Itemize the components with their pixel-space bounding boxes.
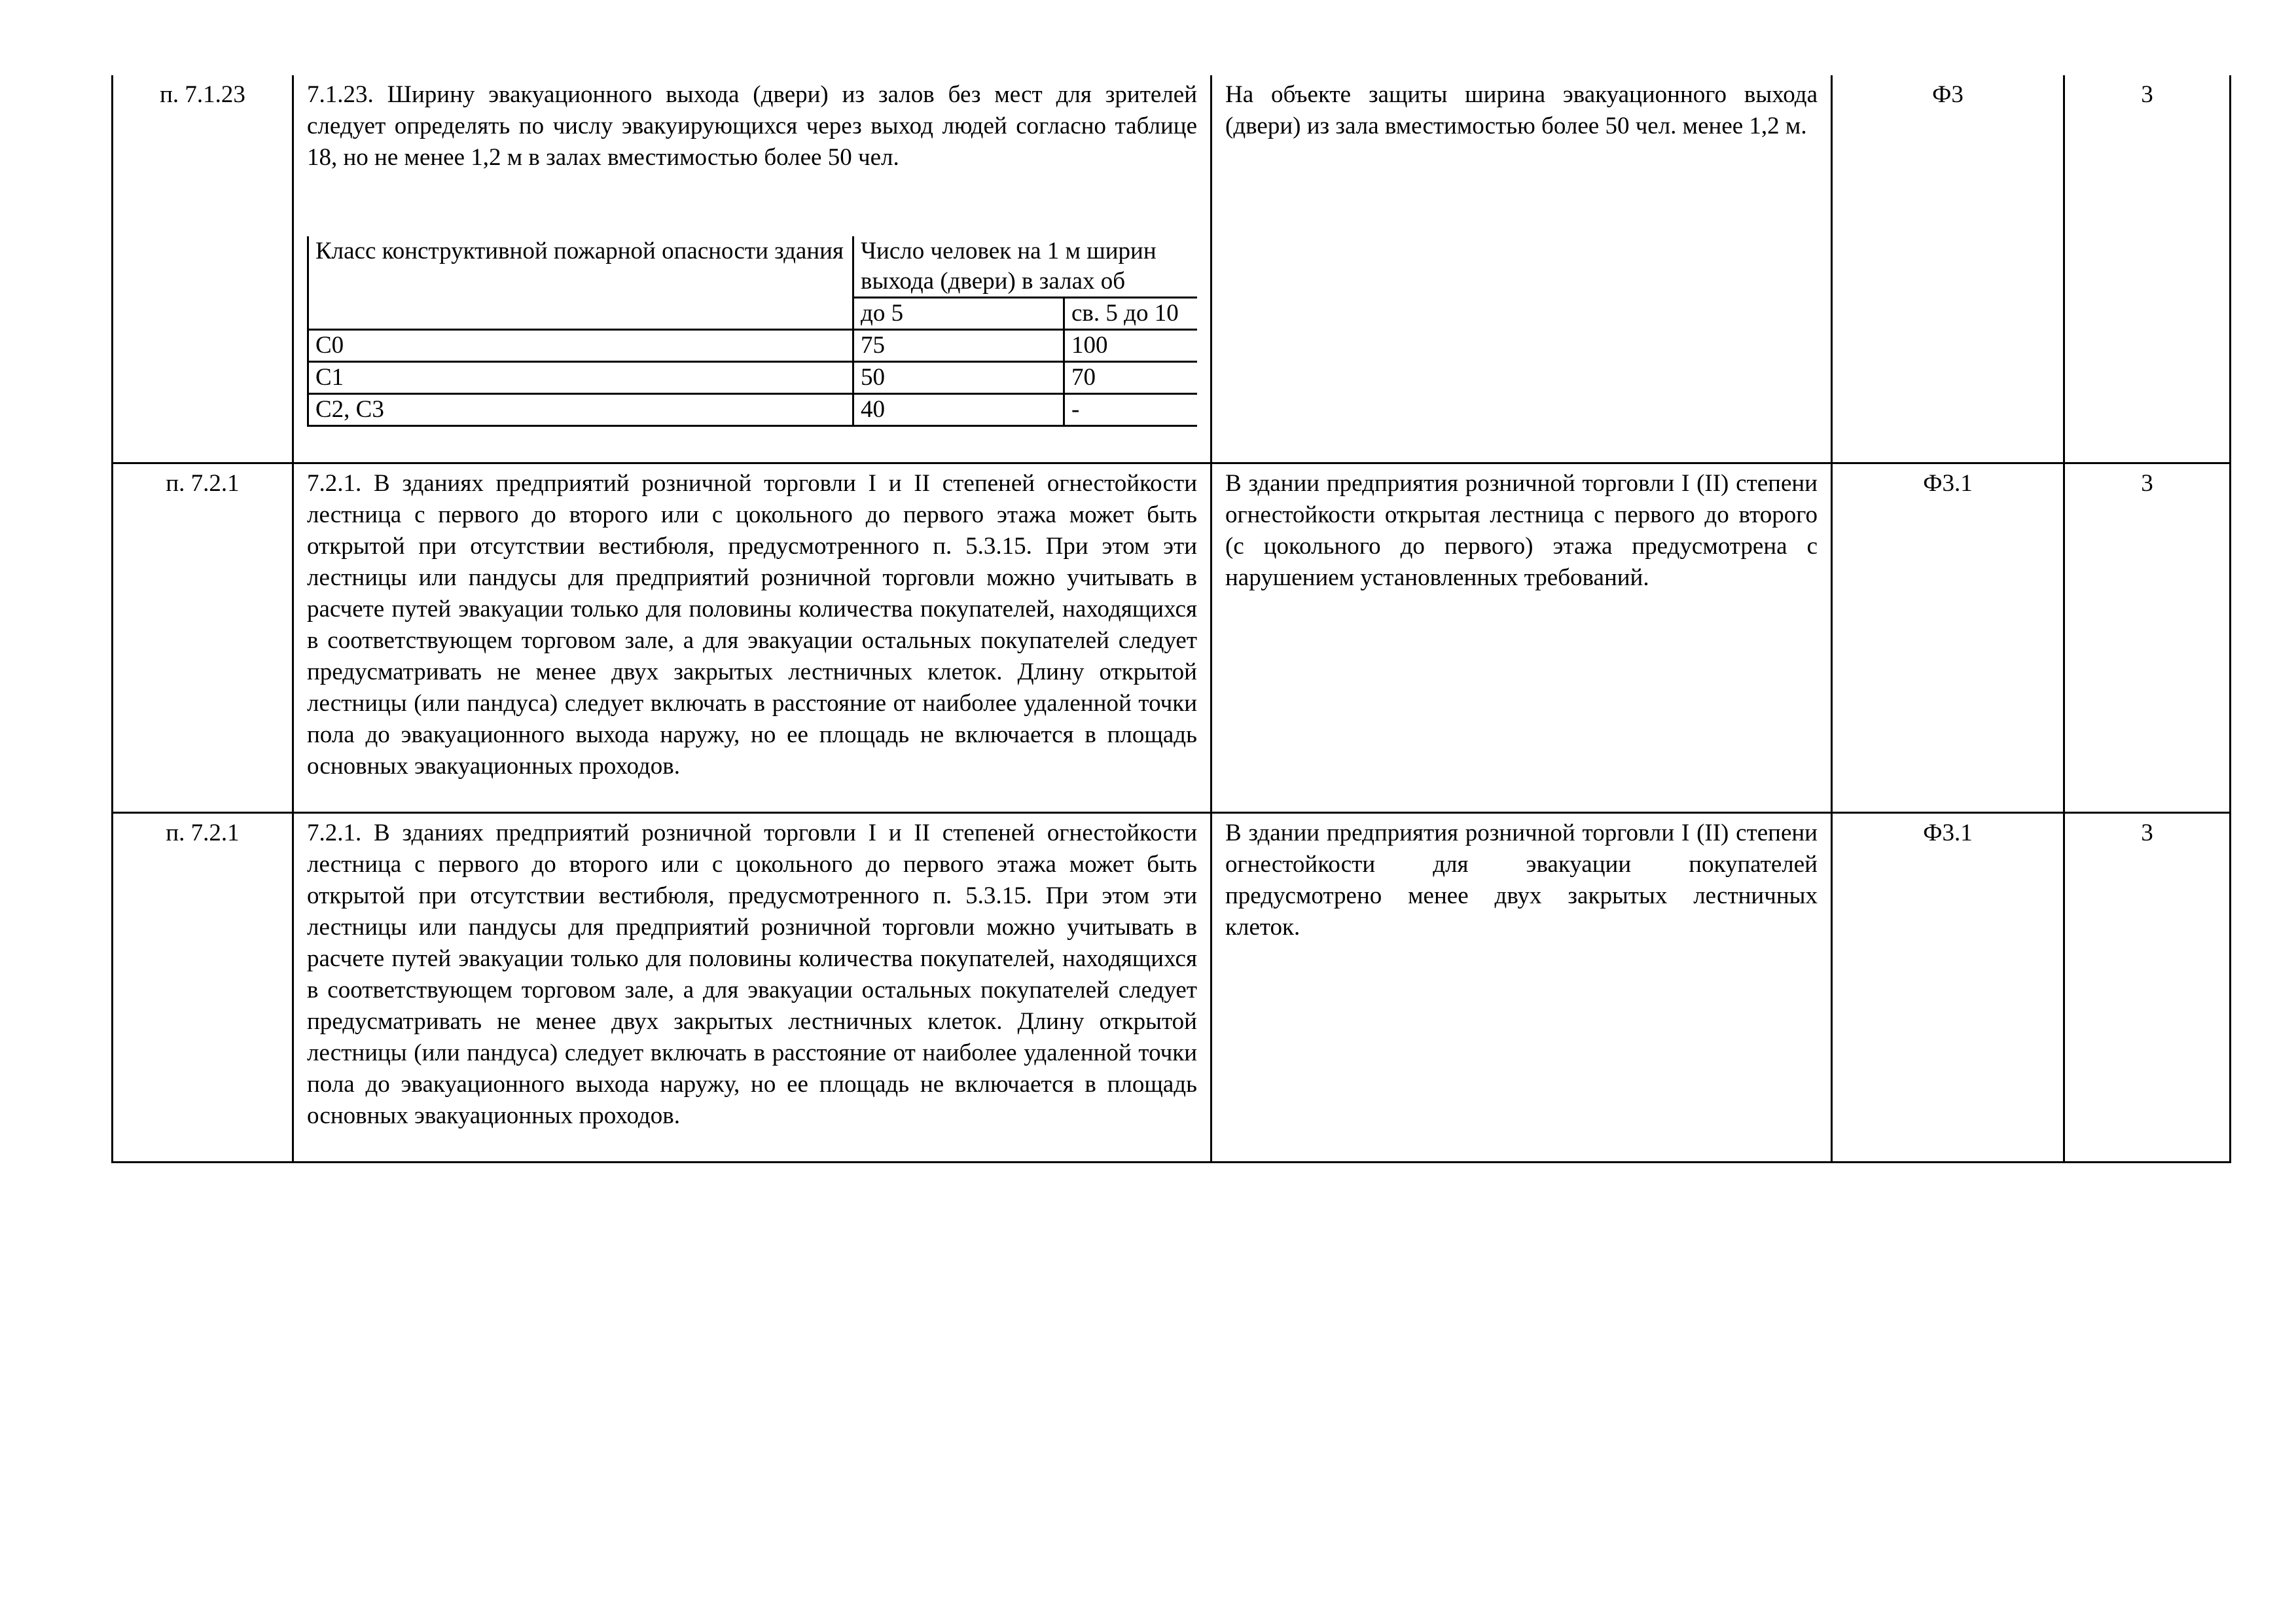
clause-ref: п. 7.1.23 <box>113 75 293 463</box>
table-18-value: 50 <box>853 362 1064 394</box>
table-18-class: С0 <box>308 330 853 362</box>
article-number: 3 <box>2064 812 2231 1162</box>
requirement-text: 7.1.23. Ширину эвакуационного выхода (двери) из залов без мест для зрителей следует определять по числу эвакуирующихся через выход людей согласно таблице 18, но не менее 1,2 м в залах вместимостью более 50 чел. <box>307 81 1197 171</box>
table-18-class: С1 <box>308 362 853 394</box>
violation-cell: На объекте защиты ширина эвакуационного выхода (двери) из зала вместимостью более 50 чел. менее 1,2 м. <box>1211 75 1832 463</box>
table-18-header-row <box>308 236 1198 298</box>
violation-cell: В здании предприятия розничной торговли I (II) степени огнестойкости для эвакуации покупателей предусмотрено менее двух закрытых лестничных клеток. <box>1211 812 1832 1162</box>
table-row <box>113 75 2231 463</box>
article-number: 3 <box>2064 463 2231 812</box>
violations-table <box>111 75 2231 1163</box>
requirement-cell: 7.2.1. В зданиях предприятий розничной торговли I и II степеней огнестойкости лестница с первого до второго или с цокольного до первого этажа может быть открытой при отсутствии вестибюля, предусмотренного п. 5.3.15. При этом эти лестницы или пандусы для предприятий розничной торговли можно учитывать в расчете путей эвакуации только для половины количества покупателей, находящихся в соответствующем торговом зале, а для эвакуации остальных покупателей следует предусматривать не менее двух закрытых лестничных клеток. Длину открытой лестницы (или пандуса) следует включать в расстояние от наиболее удаленной точки пола до эвакуационного выхода наружу, но ее площадь не включается в площадь основных эвакуационных проходов. <box>293 463 1211 812</box>
law-ref: Ф3.1 <box>1832 812 2064 1162</box>
table-18-value: 100 <box>1064 330 1198 362</box>
table-18-header-people <box>853 236 1198 298</box>
clause-ref: п. 7.2.1 <box>113 463 293 812</box>
table-18-value: - <box>1064 394 1198 426</box>
table-18-value: 70 <box>1064 362 1198 394</box>
article-number: 3 <box>2064 75 2231 463</box>
table-row <box>113 463 2231 812</box>
law-ref: Ф3.1 <box>1832 463 2064 812</box>
table-18-row <box>308 330 1198 362</box>
violation-cell: В здании предприятия розничной торговли I (II) степени огнестойкости открытая лестница с первого до второго (с цокольного до первого) этажа предусмотрена с нарушением установленных требований. <box>1211 463 1832 812</box>
table-18-class: С2, С3 <box>308 394 853 426</box>
clause-ref: п. 7.2.1 <box>113 812 293 1162</box>
table-18-header-people-line1: Число человек на 1 м ширин <box>861 238 1157 264</box>
table-18 <box>307 236 1197 427</box>
table-18-subheader: св. 5 до 10 <box>1064 298 1198 330</box>
table-18-value: 75 <box>853 330 1064 362</box>
table-18-subheader: до 5 <box>853 298 1064 330</box>
table-row <box>113 812 2231 1162</box>
table-18-wrapper <box>307 236 1197 427</box>
table-18-header-class: Класс конструктивной пожарной опасности здания <box>308 236 853 330</box>
table-18-row <box>308 394 1198 426</box>
table-18-header-people-line2: выхода (двери) в залах об <box>861 268 1126 295</box>
requirement-cell <box>293 75 1211 463</box>
table-18-value: 40 <box>853 394 1064 426</box>
table-18-row <box>308 362 1198 394</box>
law-ref: Ф3 <box>1832 75 2064 463</box>
requirement-cell: 7.2.1. В зданиях предприятий розничной торговли I и II степеней огнестойкости лестница с первого до второго или с цокольного до первого этажа может быть открытой при отсутствии вестибюля, предусмотренного п. 5.3.15. При этом эти лестницы или пандусы для предприятий розничной торговли можно учитывать в расчете путей эвакуации только для половины количества покупателей, находящихся в соответствующем торговом зале, а для эвакуации остальных покупателей следует предусматривать не менее двух закрытых лестничных клеток. Длину открытой лестницы (или пандуса) следует включать в расстояние от наиболее удаленной точки пола до эвакуационного выхода наружу, но ее площадь не включается в площадь основных эвакуационных проходов. <box>293 812 1211 1162</box>
